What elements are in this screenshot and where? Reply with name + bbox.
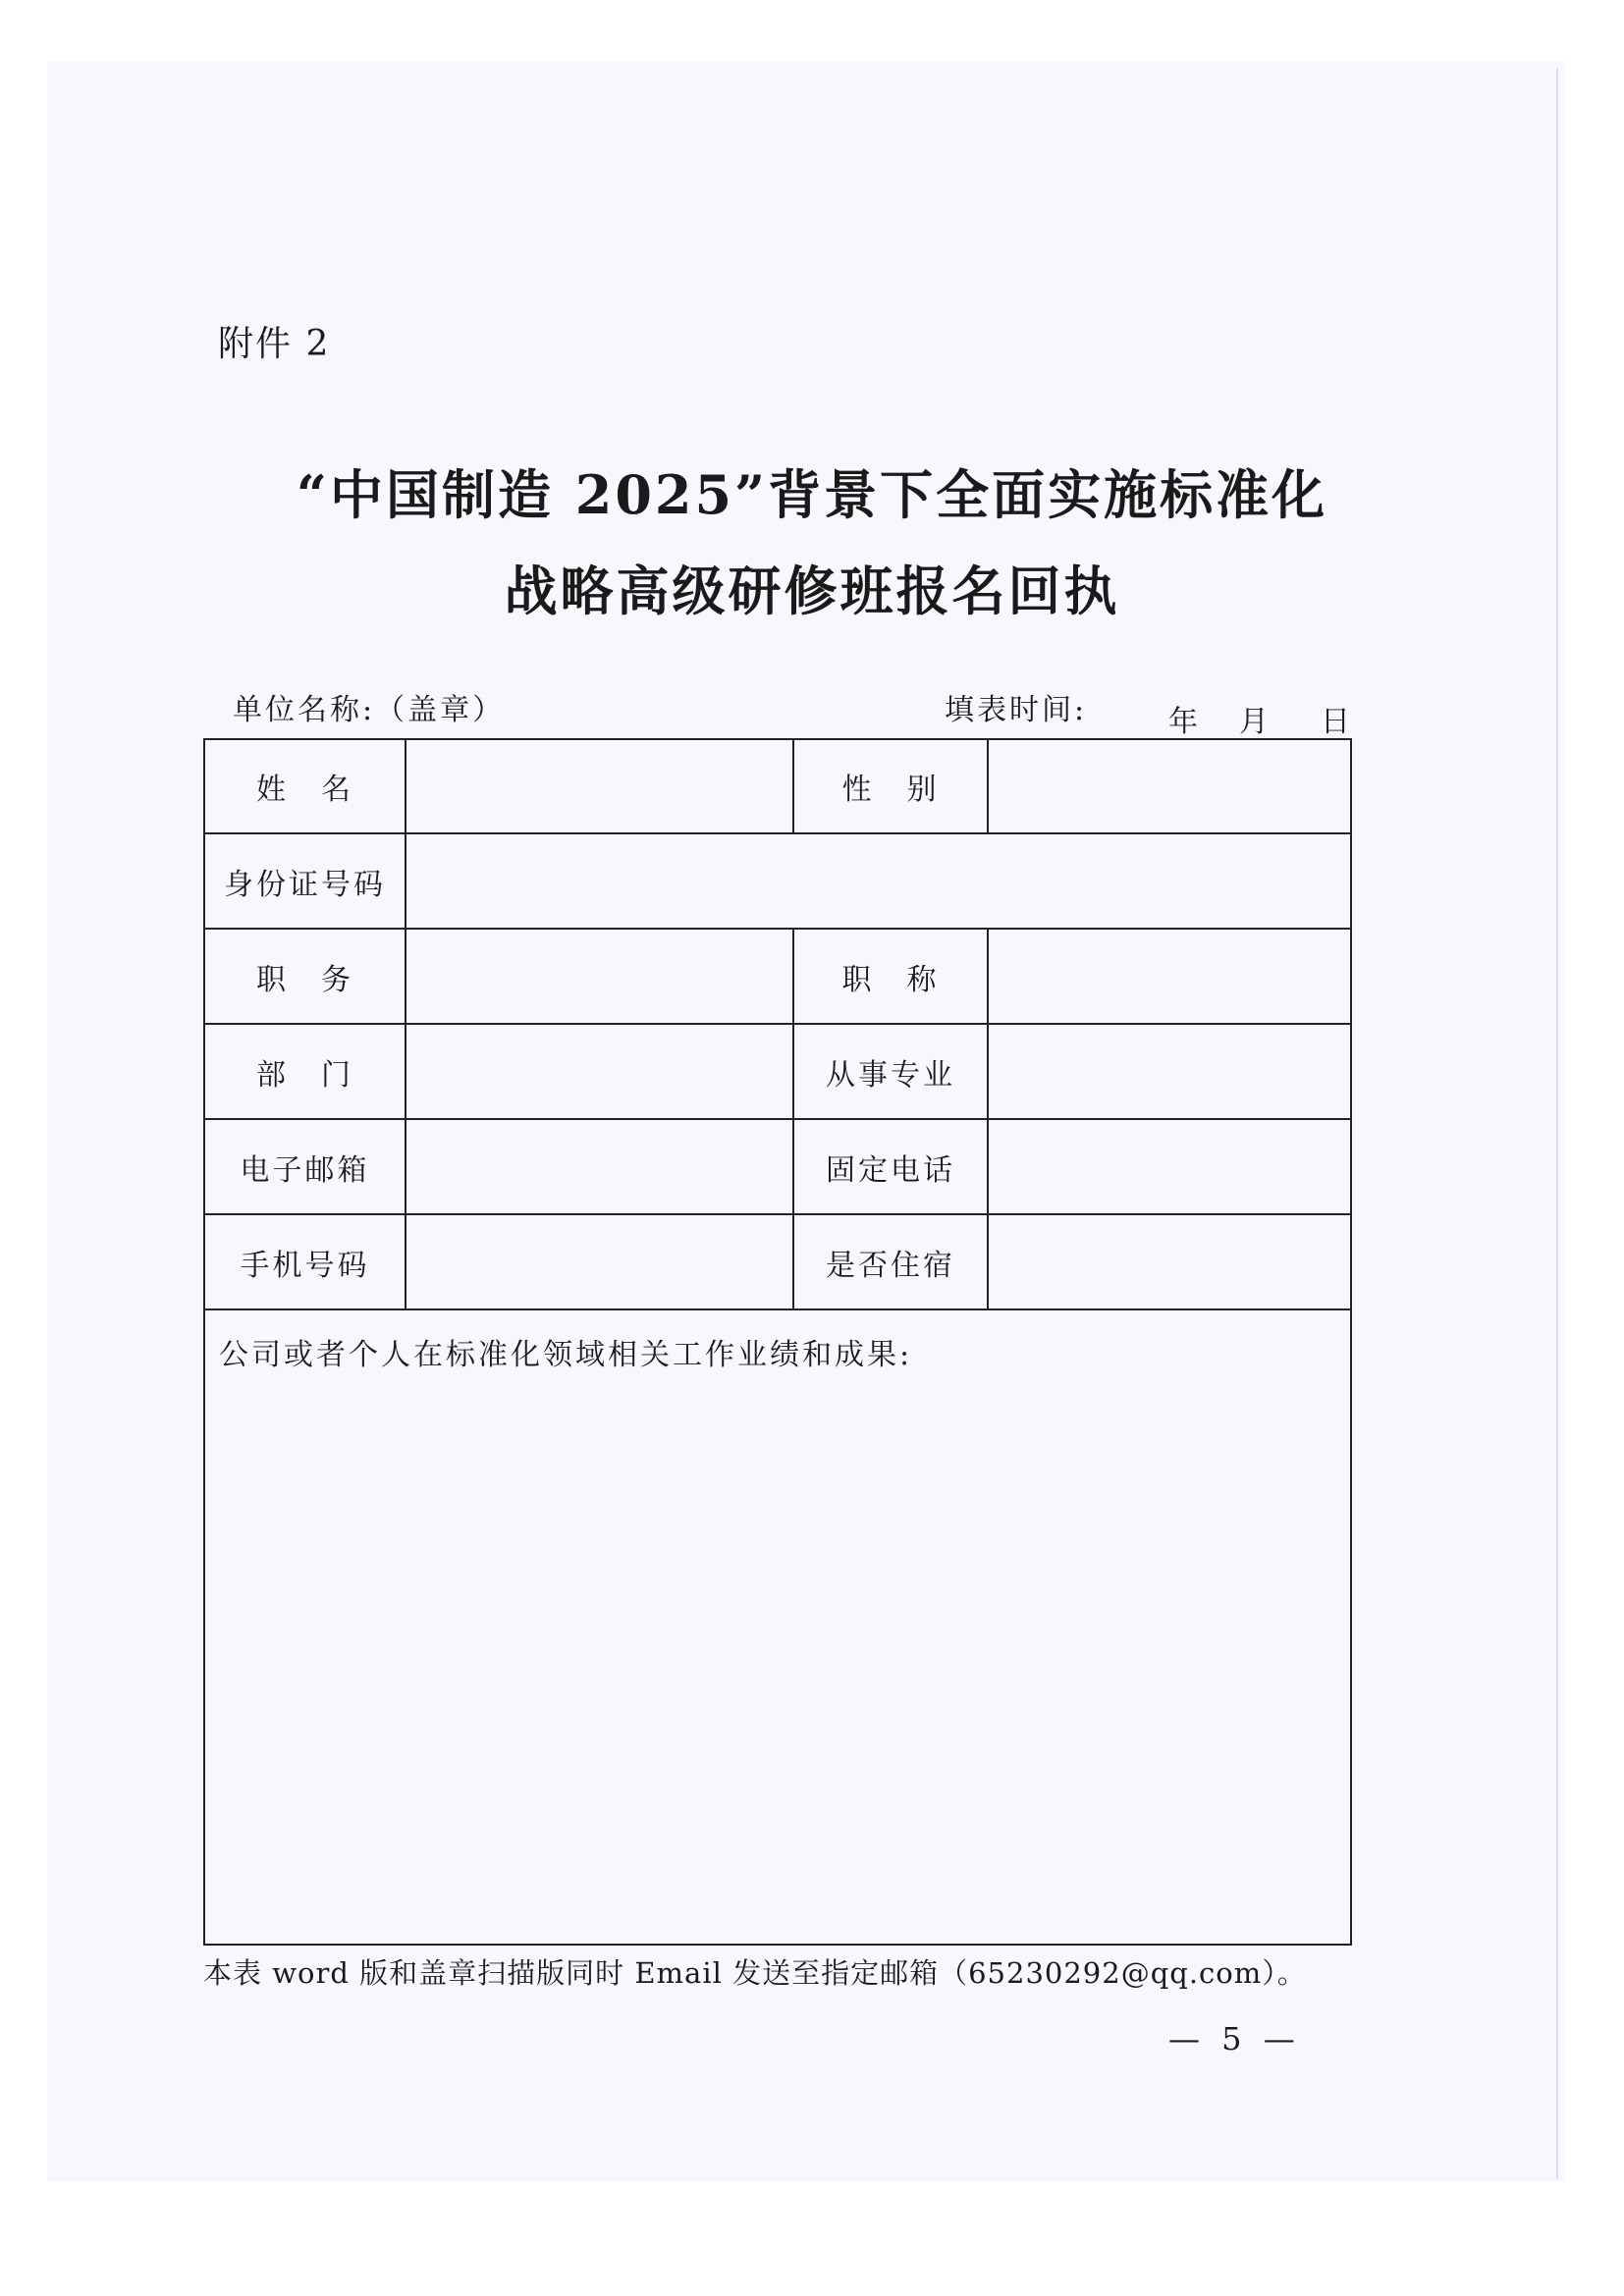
gender-field[interactable] xyxy=(988,739,1351,833)
gender-label: 性 别 xyxy=(793,739,988,833)
title-rank-field[interactable] xyxy=(988,929,1351,1024)
fill-time-label: 填表时间: xyxy=(945,693,1088,727)
document-title-line-1: “中国制造 2025”背景下全面实施标准化 xyxy=(296,463,1328,526)
document-title-line-2: 战略高级研修班报名回执 xyxy=(504,560,1120,622)
unit-name-label: 单位名称:（盖章） xyxy=(233,693,506,727)
title-rank-label: 职 称 xyxy=(793,929,988,1024)
name-field[interactable] xyxy=(406,739,793,833)
name-label: 姓 名 xyxy=(204,739,406,833)
table-row xyxy=(204,1309,1351,1945)
mobile-field[interactable] xyxy=(406,1214,793,1309)
attachment-label: 附件 2 xyxy=(218,324,331,364)
table-row xyxy=(204,1119,1351,1214)
id-number-label: 身份证号码 xyxy=(204,833,406,929)
landline-field[interactable] xyxy=(988,1119,1351,1214)
position-label: 职 务 xyxy=(204,929,406,1024)
table-row xyxy=(204,833,1351,929)
specialty-field[interactable] xyxy=(988,1024,1351,1119)
accommodation-label: 是否住宿 xyxy=(793,1214,988,1309)
department-label: 部 门 xyxy=(204,1024,406,1119)
submission-note: 本表 word 版和盖章扫描版同时 Email 发送至指定邮箱（65230292@qq.com）。 xyxy=(203,1956,1307,1990)
year-label: 年 xyxy=(1168,705,1198,739)
achievements-field[interactable] xyxy=(204,1309,1351,1945)
department-field[interactable] xyxy=(406,1024,793,1119)
specialty-label: 从事专业 xyxy=(793,1024,988,1119)
email-label: 电子邮箱 xyxy=(204,1119,406,1214)
table-row xyxy=(204,1214,1351,1309)
month-label: 月 xyxy=(1239,705,1269,739)
paper-edge xyxy=(1556,69,1558,2179)
day-label: 日 xyxy=(1321,705,1350,739)
email-field[interactable] xyxy=(406,1119,793,1214)
table-row xyxy=(204,739,1351,833)
achievements-label: 公司或者个人在标准化领域相关工作业绩和成果: xyxy=(219,1338,913,1372)
mobile-label: 手机号码 xyxy=(204,1214,406,1309)
id-number-field[interactable] xyxy=(406,833,1351,929)
position-field[interactable] xyxy=(406,929,793,1024)
page-number: — 5 — xyxy=(1168,2020,1301,2057)
table-row xyxy=(204,929,1351,1024)
registration-form-table xyxy=(203,738,1352,1946)
accommodation-field[interactable] xyxy=(988,1214,1351,1309)
table-row xyxy=(204,1024,1351,1119)
landline-label: 固定电话 xyxy=(793,1119,988,1214)
